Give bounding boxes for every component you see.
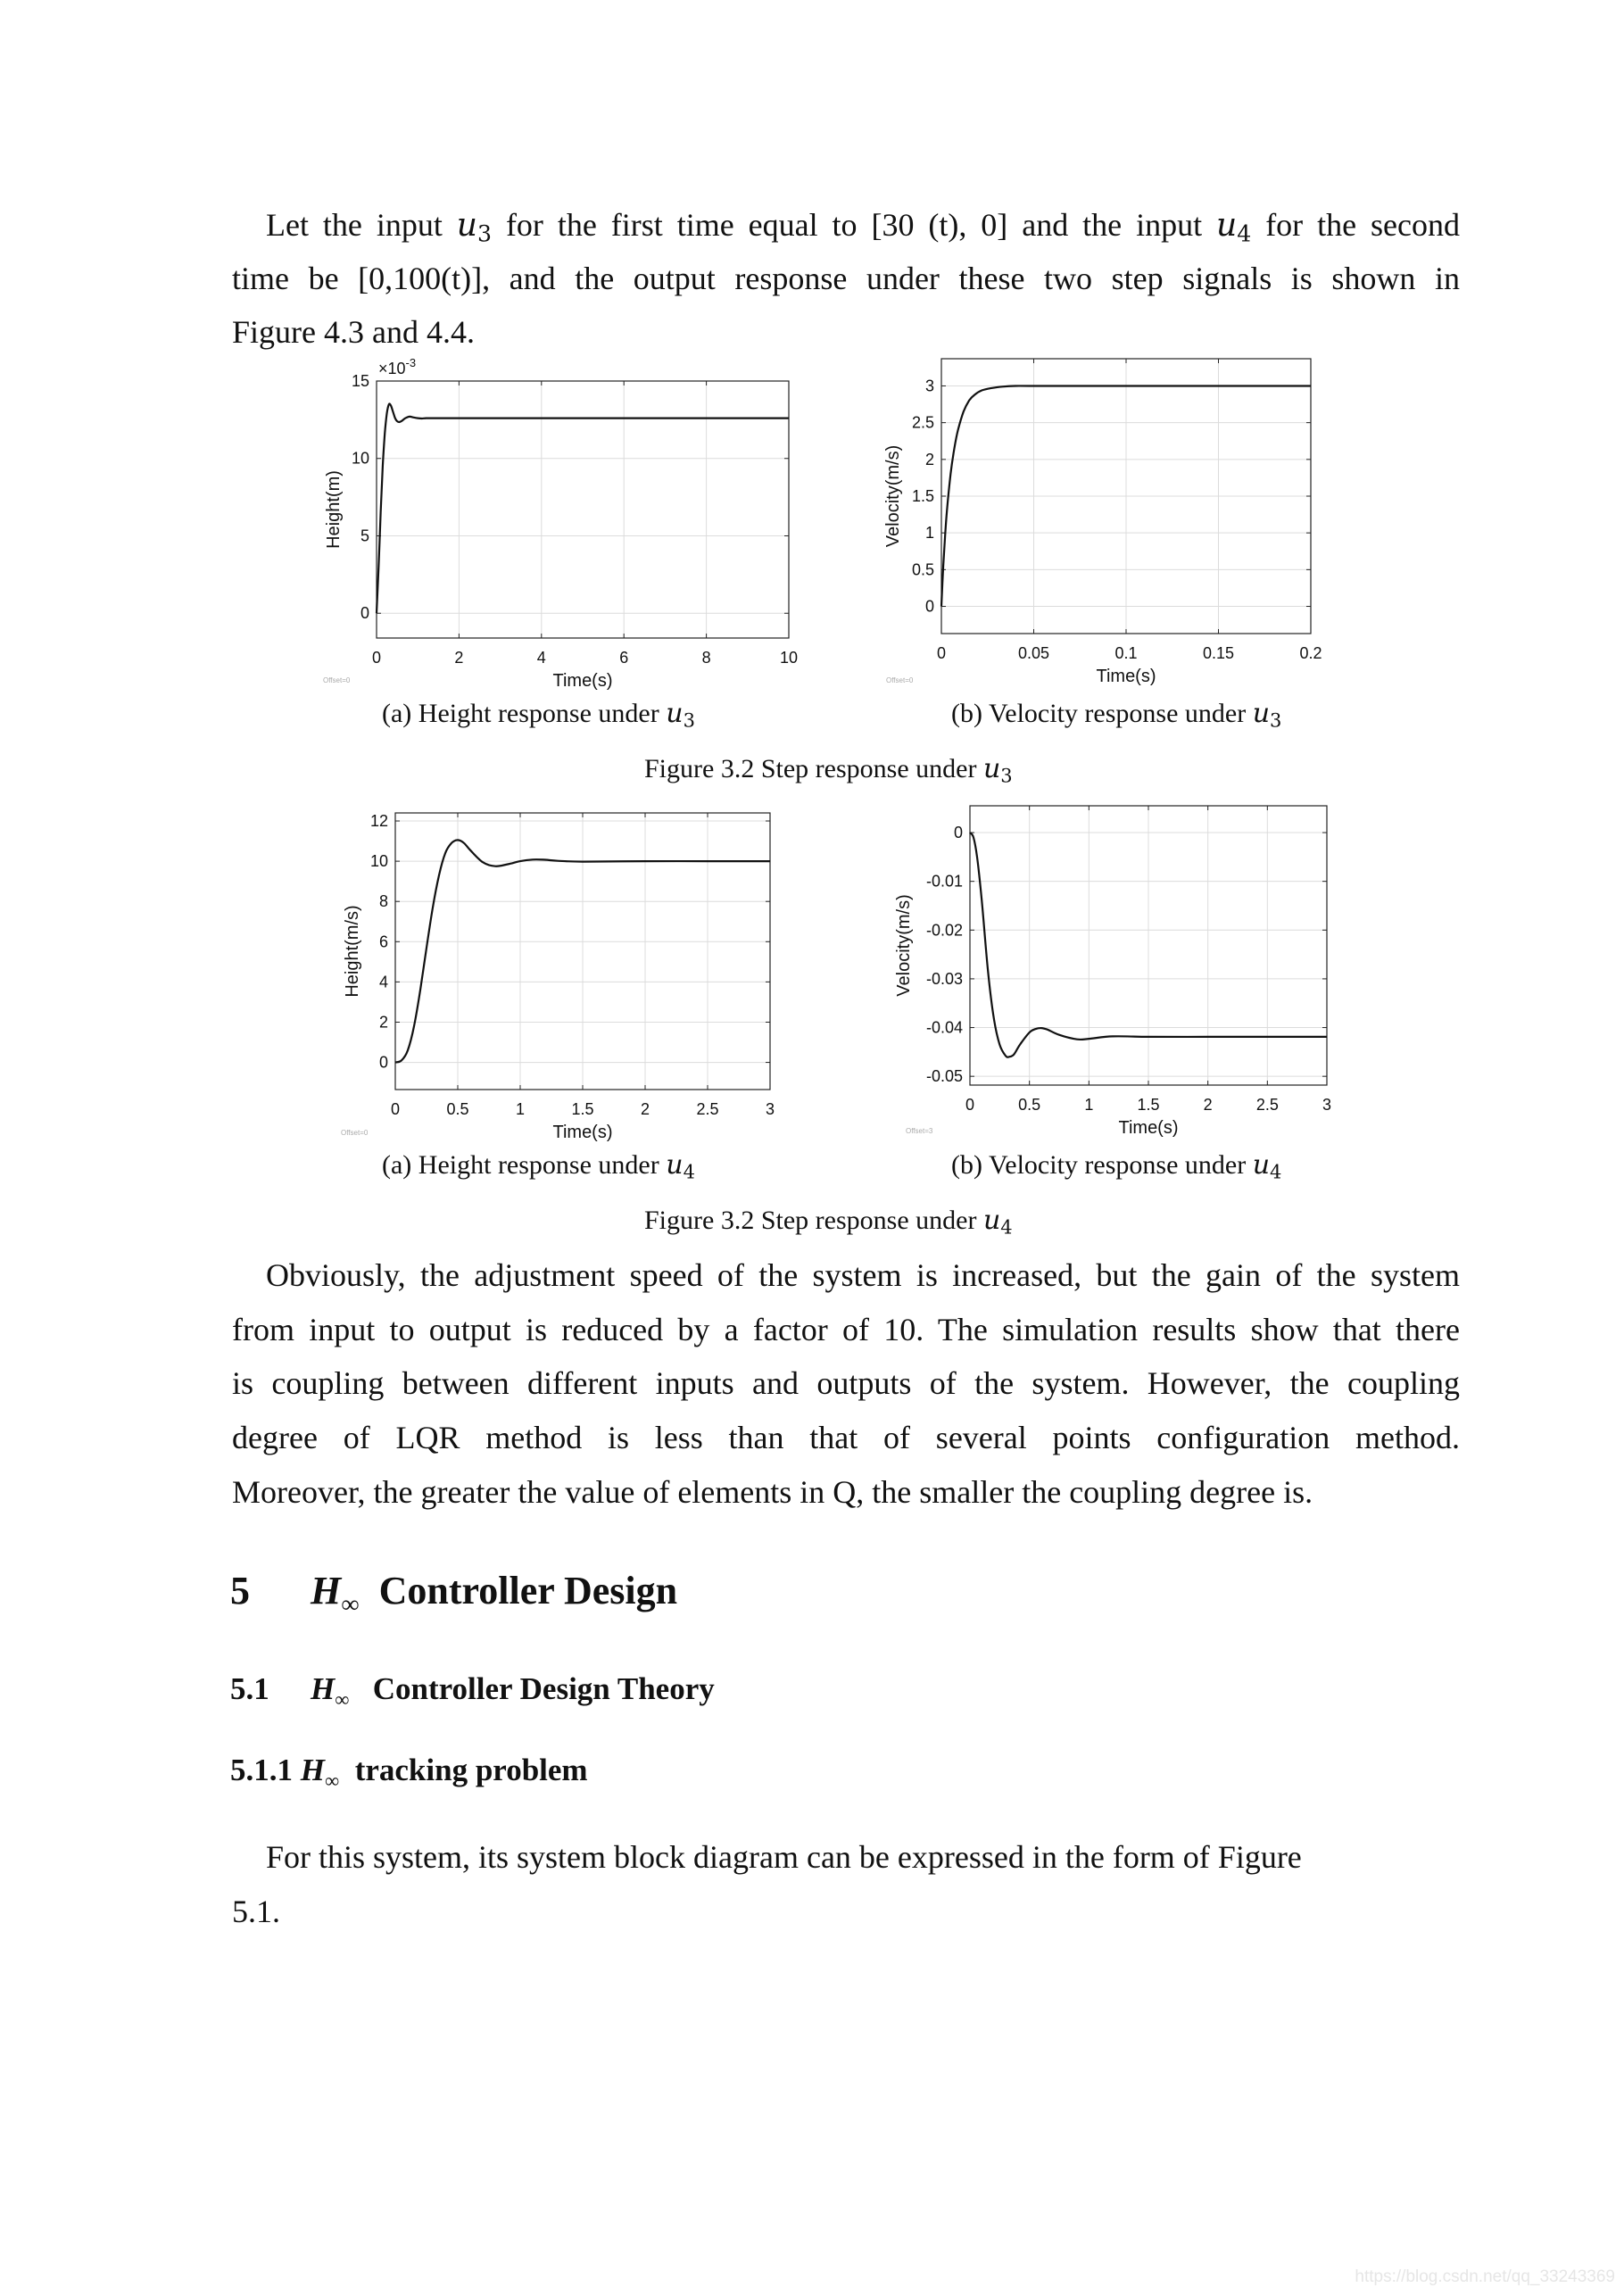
y-tick-label: 10	[369, 852, 388, 871]
y-tick-label: 10	[351, 449, 369, 468]
y-tick-label: 0	[924, 597, 934, 616]
paragraph-intro-line-3: Figure 4.3 and 4.4.	[232, 314, 475, 350]
y-tick-label: 6	[378, 932, 388, 951]
y-tick-label: 0	[378, 1053, 388, 1072]
offset-annotation: Offset=3	[906, 1127, 933, 1135]
subcaption-velocity-u3	[951, 698, 1281, 736]
offset-annotation: Offset=0	[886, 676, 914, 684]
paragraph-discussion-line-5: Moreover, the greater the value of elements in Q, the smaller the coupling degree is.	[232, 1474, 1313, 1510]
x-tick-label: 2.5	[696, 1100, 719, 1118]
x-tick-label: 2	[1203, 1096, 1213, 1114]
heading-number: 5.1.1	[230, 1753, 293, 1787]
x-tick-label: 3	[1322, 1096, 1332, 1114]
infinity-sub: ∞	[341, 1591, 360, 1619]
data-line	[377, 403, 789, 613]
math-u3	[456, 207, 492, 247]
plot-axes	[894, 806, 1331, 1138]
heading-number: 5.1	[230, 1671, 269, 1706]
x-tick-label: 0.1	[1114, 644, 1138, 662]
x-tick-label: 0.15	[1202, 644, 1235, 662]
x-tick-label: 4	[536, 649, 546, 667]
caption-text: (b) Velocity response under	[951, 699, 1253, 728]
y-tick-label: 2.5	[911, 413, 934, 432]
subcaption-height-u3	[382, 698, 695, 736]
math-var: u	[982, 1205, 1001, 1236]
x-tick-label: 2	[640, 1100, 650, 1118]
section-heading-5	[230, 1568, 677, 1620]
chart-velocity-u4	[879, 790, 1379, 1147]
y-tick-label: 2	[924, 450, 934, 468]
heading-title: Controller Design Theory	[372, 1671, 715, 1706]
math-var: u	[1252, 1149, 1271, 1181]
caption-text: Figure 3.2 Step response under	[644, 754, 983, 783]
math-sub: 4	[1000, 1216, 1013, 1239]
x-tick-label: 1.5	[1137, 1096, 1160, 1114]
h-infinity-symbol	[300, 1753, 340, 1792]
x-tick-label: 1.5	[571, 1100, 594, 1118]
math-sub: 3	[683, 709, 695, 732]
math-u4	[982, 1205, 1013, 1239]
caption-text: (b) Velocity response under	[951, 1150, 1253, 1180]
text-span: for the first time equal to [30 (t), 0] and the input	[492, 207, 1217, 243]
y-axis-label: Height(m/s)	[343, 905, 362, 998]
subcaption-velocity-u4	[951, 1149, 1281, 1188]
math-sub: 3	[476, 220, 492, 247]
caption-text: (a) Height response under	[382, 699, 667, 728]
math-var: H	[300, 1753, 325, 1787]
x-tick-label: 0	[371, 649, 382, 667]
plot-axes	[341, 812, 775, 1142]
paragraph-discussion-line-3: is coupling between different inputs and outputs of the system. However, the coupling	[232, 1365, 1460, 1401]
y-tick-label: 3	[924, 377, 934, 395]
figure-caption-u4	[644, 1205, 1013, 1243]
y-tick-label: 12	[369, 812, 388, 831]
x-tick-label: 2	[454, 649, 464, 667]
math-sub: 4	[683, 1161, 695, 1183]
caption-text: Figure 3.2 Step response under	[644, 1206, 983, 1235]
x-tick-label: 1	[515, 1100, 526, 1118]
x-tick-label: 0.05	[1017, 644, 1050, 662]
x-axis-label: Time(s)	[1118, 1118, 1179, 1138]
x-tick-label: 2.5	[1255, 1096, 1279, 1114]
y-tick-label: 8	[378, 892, 388, 911]
math-u3	[1252, 698, 1282, 732]
paragraph-discussion-line-2: from input to output is reduced by a factor of 10. The simulation results show that there	[232, 1312, 1460, 1347]
paragraph-block-diagram-line-2: 5.1.	[232, 1894, 280, 1929]
figure-caption-u3	[644, 753, 1013, 792]
x-axis-label: Time(s)	[552, 1123, 613, 1142]
text-span: for the second	[1251, 207, 1460, 243]
math-var: H	[311, 1671, 336, 1706]
x-tick-label: 0.2	[1299, 644, 1322, 662]
x-tick-label: 8	[701, 649, 711, 667]
y-axis-label: Velocity(m/s)	[894, 894, 914, 997]
x-axis-label: Time(s)	[1096, 667, 1156, 686]
math-sub: 3	[1270, 709, 1282, 732]
math-sub: 3	[1000, 765, 1013, 787]
math-var: H	[311, 1569, 342, 1612]
y-tick-label: -0.04	[925, 1018, 963, 1037]
x-axis-label: Time(s)	[552, 671, 613, 691]
watermark: https://blog.csdn.net/qq_33243369	[1355, 2267, 1615, 2286]
x-tick-label: 0	[390, 1100, 401, 1118]
paragraph-intro-line-1	[266, 205, 1460, 253]
y-tick-label: 15	[351, 372, 369, 390]
math-var: u	[982, 753, 1001, 784]
axes-box	[377, 381, 789, 638]
chart-height-u4	[330, 794, 830, 1151]
math-var: u	[666, 1149, 684, 1181]
chart-velocity-u3	[870, 344, 1352, 700]
offset-annotation: Offset=0	[323, 676, 351, 684]
math-u4	[1253, 1149, 1282, 1181]
y-tick-label: 0	[953, 824, 963, 842]
offset-annotation: Offset=0	[341, 1129, 369, 1137]
h-infinity-symbol	[311, 1671, 350, 1711]
h-infinity-symbol	[311, 1569, 360, 1619]
x-tick-label: 0.5	[446, 1100, 469, 1118]
y-axis-label: Height(m)	[324, 470, 344, 549]
y-tick-label: 0.5	[911, 560, 934, 579]
x-tick-label: 0.5	[1018, 1096, 1041, 1114]
heading-number: 5	[230, 1569, 250, 1612]
x-tick-label: 0	[936, 644, 947, 662]
subcaption-height-u4	[382, 1149, 695, 1188]
math-var: u	[666, 698, 684, 729]
y-tick-label: 4	[378, 973, 388, 991]
y-axis-label: Velocity(m/s)	[883, 444, 903, 548]
heading-title: Controller Design	[378, 1569, 678, 1612]
y-tick-label: -0.03	[925, 969, 963, 988]
paragraph-intro-line-2: time be [0,100(t)], and the output response under these two step signals is shown in	[232, 261, 1460, 296]
y-tick-label: 5	[360, 526, 369, 545]
text-span: Let the input	[266, 207, 457, 243]
heading-title: tracking problem	[354, 1753, 588, 1787]
infinity-sub: ∞	[335, 1687, 350, 1711]
math-u3	[982, 753, 1013, 787]
y-tick-label: -0.01	[925, 872, 963, 891]
math-sub: 4	[1237, 220, 1252, 247]
caption-text: (a) Height response under	[382, 1150, 667, 1180]
x-tick-label: 3	[765, 1100, 775, 1118]
math-var: u	[1252, 698, 1271, 729]
y-tick-label: -0.02	[925, 921, 963, 940]
paragraph-discussion-line-4: degree of LQR method is less than that of several points configuration method.	[232, 1420, 1460, 1455]
paragraph-discussion-line-1: Obviously, the adjustment speed of the system is increased, but the gain of the system	[266, 1257, 1460, 1293]
math-var: u	[456, 207, 477, 244]
y-tick-label: -0.05	[925, 1067, 963, 1086]
y-tick-label: 0	[360, 604, 369, 623]
y-tick-label: 1.5	[911, 487, 934, 505]
math-u4	[1216, 207, 1252, 247]
math-u3	[666, 698, 695, 732]
y-tick-label: 1	[924, 524, 934, 543]
section-heading-5-1-1	[230, 1753, 588, 1793]
plot-axes	[883, 359, 1322, 686]
math-sub: 4	[1270, 1161, 1282, 1183]
paragraph-block-diagram-line-1: For this system, its system block diagram can be expressed in the form of Figure	[266, 1839, 1302, 1875]
x-tick-label: 6	[619, 649, 629, 667]
x-tick-label: 10	[779, 649, 799, 667]
y-multiplier-label: $\times 10^{-3}$	[378, 356, 417, 377]
x-tick-label: 1	[1084, 1096, 1094, 1114]
math-var: u	[1216, 207, 1238, 244]
math-u4	[666, 1149, 695, 1181]
y-tick-label: 2	[378, 1013, 388, 1032]
x-tick-label: 0	[965, 1096, 975, 1114]
section-heading-5-1	[230, 1671, 715, 1712]
chart-height-u3	[303, 344, 839, 700]
plot-axes	[323, 356, 798, 691]
infinity-sub: ∞	[324, 1769, 340, 1792]
